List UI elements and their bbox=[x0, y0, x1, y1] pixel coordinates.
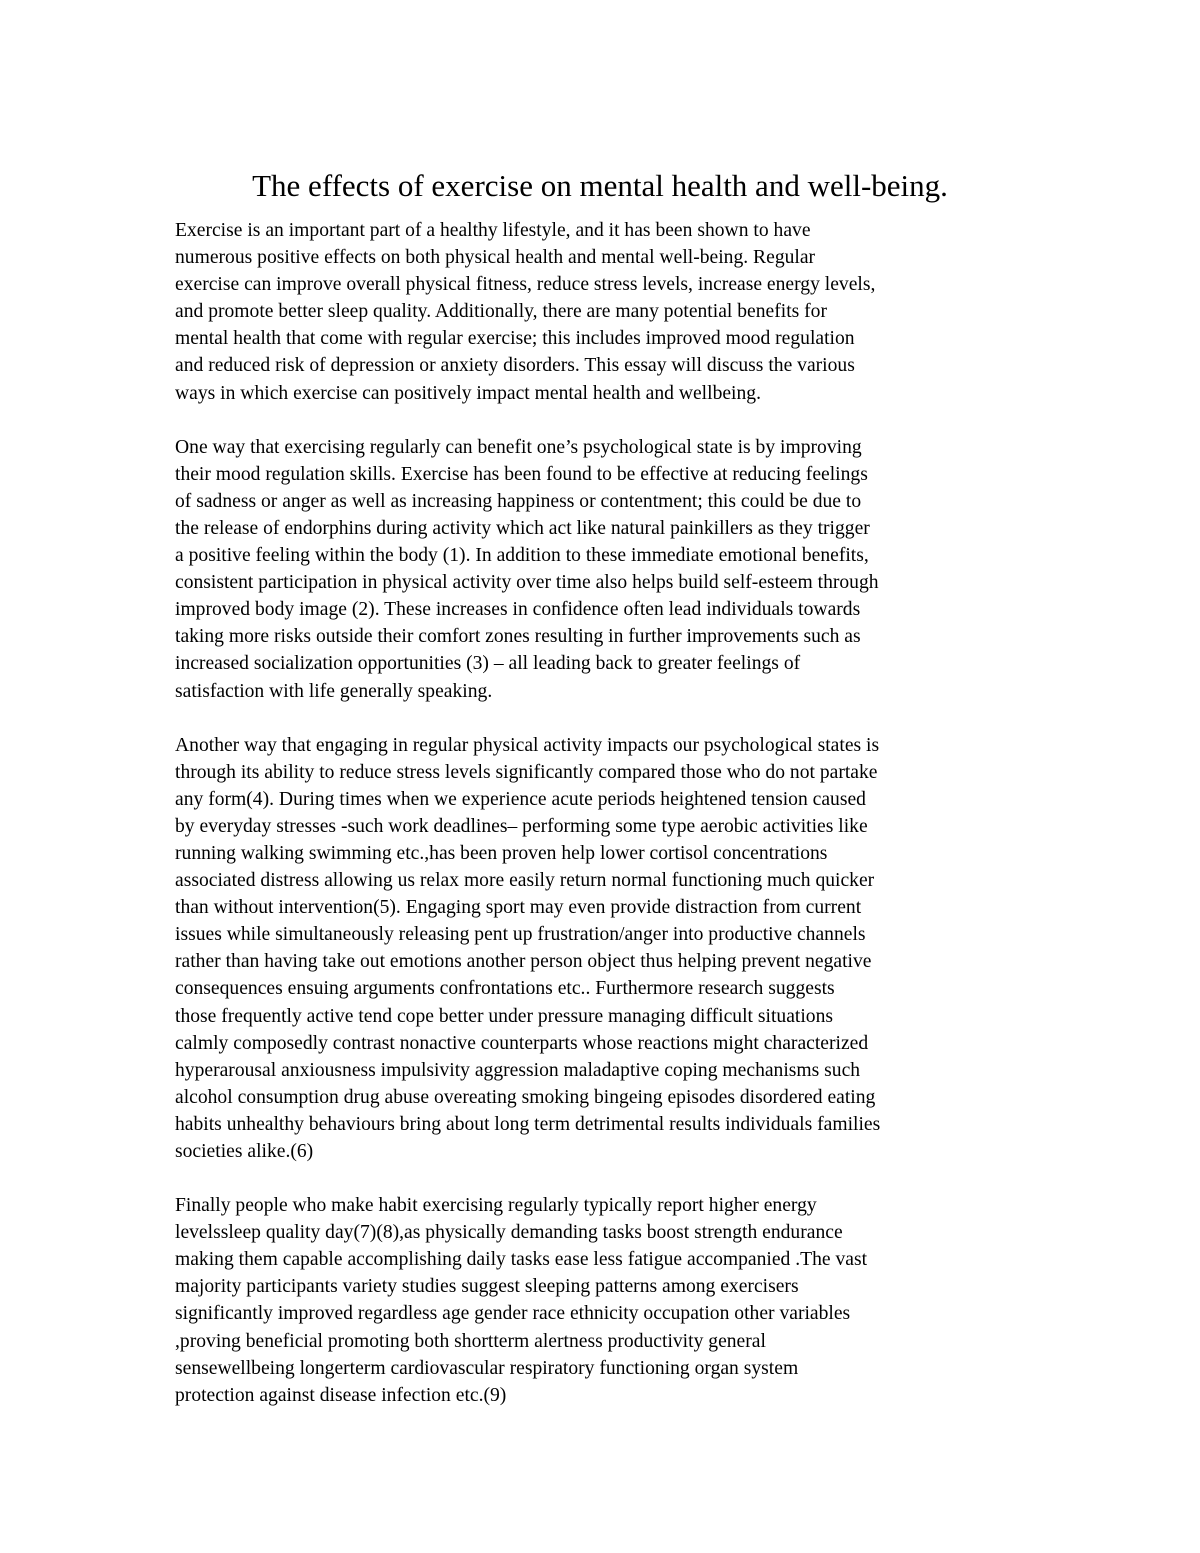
paragraph-intro: Exercise is an important part of a healthy lifestyle, and it has been shown to have numerous positive effects on both physical health and mental well-being. Regular exercise can improve overall physical fitness, reduce stress levels, increase energy levels, and promote better sleep quality. Additionally, there are many potential benefits for mental health that come with regular exercise; this includes improved mood regulation and reduced risk of depression or anxiety disorders. This essay will discuss the various ways in which exercise can positively impact mental health and wellbeing. bbox=[175, 220, 876, 404]
paragraph-mood-regulation: One way that exercising regularly can benefit one’s psychological state is by improving their mood regulation skills. Exercise has been found to be effective at reducing feelings of sadness or anger as well as increasing happiness or contentment; this could be due to the release of endorphins during activity which act like natural painkillers as they trigger a positive feeling within the body (1). In addition to these immediate emotional benefits, consistent participation in physical activity over time also helps build self-esteem through improved body image (2). These increases in confidence often lead individuals towards taking more risks outside their comfort zones resulting in further improvements such as increased socialization opportunities (3) – all leading back to greater feelings of satisfaction with life generally speaking. bbox=[175, 436, 879, 702]
document-title: The effects of exercise on mental health and well-being. bbox=[252, 168, 948, 203]
paragraph-stress-reduction: Another way that engaging in regular physical activity impacts our psychological states is through its ability to reduce stress levels significantly compared those who do not partake any form(4). During times when we experience acute periods heightened tension caused by everyday stresses -such work deadlines– performing some type aerobic activities like running walking swimming etc.,has been proven help lower cortisol concentrations associated distress allowing us relax more easily return normal functioning much quicker than without intervention(5). Engaging sport may even provide distraction from current issues while simultaneously releasing pent up frustration/anger into productive channels rather than having take out emotions another person object thus helping prevent negative consequences ensuing arguments confrontations etc.. Furthermore research suggests those frequently active tend cope better under pressure managing difficult situations calmly composedly contrast nonactive counterparts whose reactions might characterized hyperarousal anxiousness impulsivity aggression maladaptive coping mechanisms such alcohol consumption drug abuse overeating smoking bingeing episodes disordered eating habits unhealthy behaviours bring about long term detrimental results individuals families societies alike.(6) bbox=[175, 734, 881, 1162]
paragraph-energy-sleep: Finally people who make habit exercising regularly typically report higher energy levelssleep quality day(7)(8),as physically demanding tasks boost strength endurance making them capable accomplishing daily tasks ease less fatigue accompanied .The vast majority participants variety studies suggest sleeping patterns among exercisers significantly improved regardless age gender race ethnicity occupation other variables ,proving beneficial promoting both shortterm alertness productivity general sensewellbeing longerterm cardiovascular respiratory functioning organ system protection against disease infection etc.(9) bbox=[175, 1195, 868, 1406]
document-body bbox=[175, 217, 1045, 1436]
